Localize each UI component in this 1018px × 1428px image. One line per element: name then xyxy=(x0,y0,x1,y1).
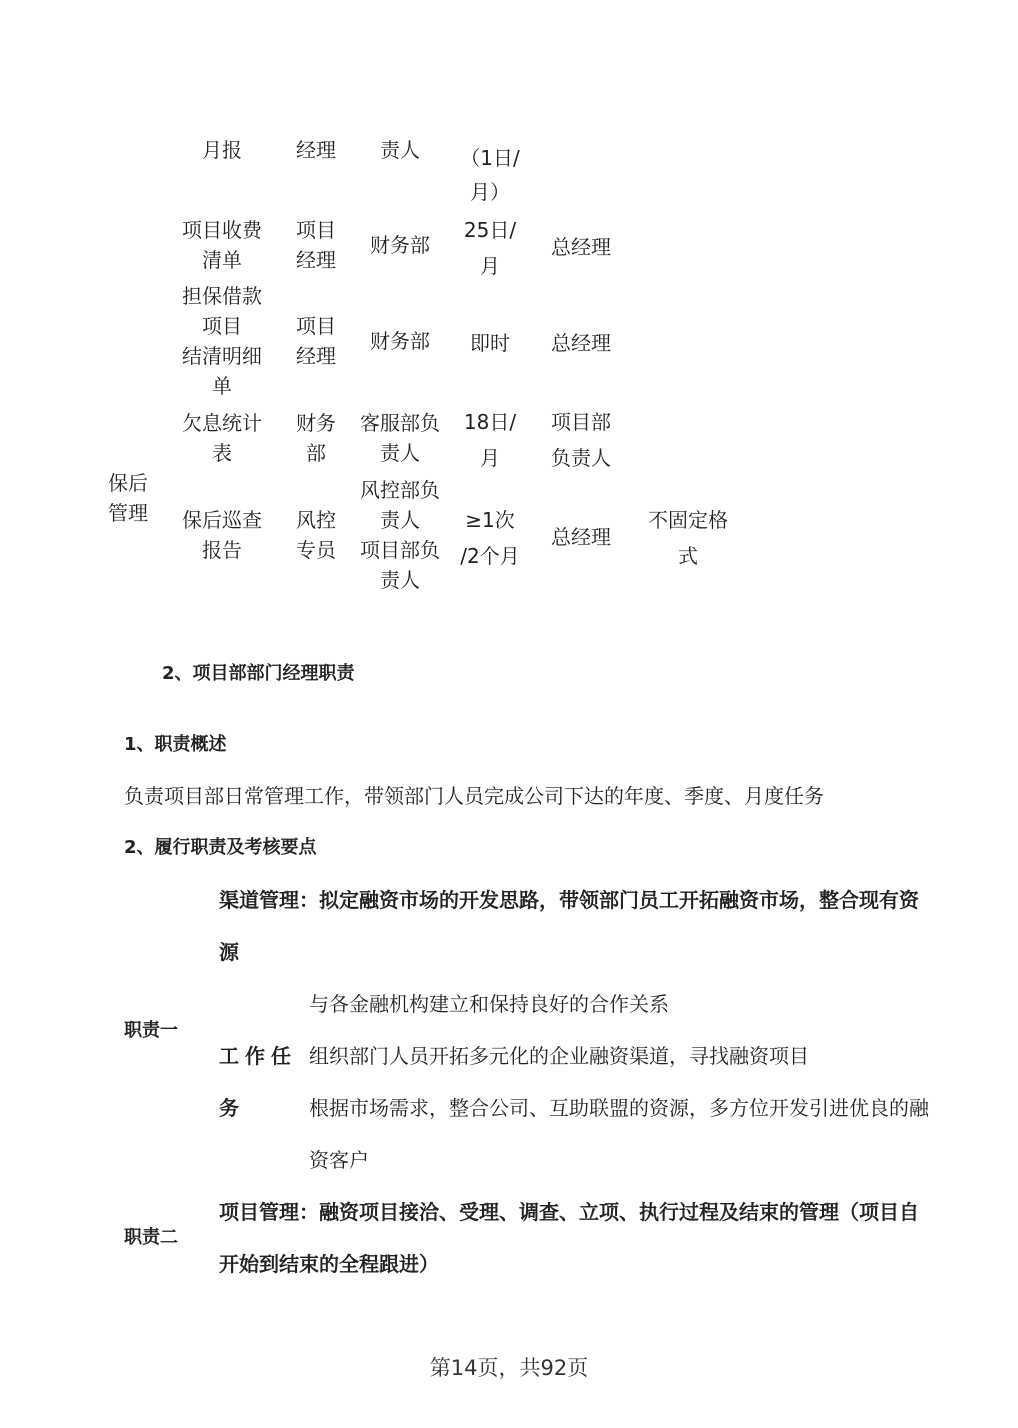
submit-cell: 客服部负 责人 xyxy=(360,411,440,465)
duty2-title: 项目管理：融资项目接洽、受理、调查、立项、执行过程及结束的管理（项目自 xyxy=(219,1200,919,1224)
maker-cell: 财务 部 xyxy=(296,411,336,465)
submit-cell: 财务部 xyxy=(370,233,430,257)
task-item: 资客户 xyxy=(309,1148,369,1172)
time-cell: 即时 xyxy=(470,331,510,355)
report-name-cell: 担保借款 项目 结清明细 单 xyxy=(182,284,262,398)
approver-cell: 总经理 xyxy=(551,525,611,549)
approver-cell: 项目部 负责人 xyxy=(551,410,611,470)
section-heading: 2、项目部部门经理职责 xyxy=(162,663,355,684)
submit-cell: 风控部负 责人 项目部负 责人 xyxy=(360,478,440,592)
submit-cell: 责人 xyxy=(380,138,420,162)
time-cell: （1日/ 月） xyxy=(460,146,520,204)
approver-cell: 总经理 xyxy=(551,331,611,355)
report-name-cell: 项目收费 清单 xyxy=(182,218,262,272)
page-number: 第14页，共92页 xyxy=(429,1356,589,1380)
maker-cell: 项目 经理 xyxy=(296,218,336,272)
report-name-cell: 月报 xyxy=(202,138,242,162)
task-item: 组织部门人员开拓多元化的企业融资渠道，寻找融资项目 xyxy=(309,1044,809,1068)
approver-cell: 总经理 xyxy=(551,235,611,259)
task-item: 与各金融机构建立和保持良好的合作关系 xyxy=(309,992,669,1016)
overview-heading: 1、职责概述 xyxy=(124,734,227,755)
report-name-cell: 欠息统计 表 xyxy=(182,411,262,465)
time-cell: 25日/ 月 xyxy=(463,218,517,278)
task-item: 根据市场需求，整合公司、互助联盟的资源，多方位开发引进优良的融 xyxy=(309,1096,929,1120)
duties-heading: 2、履行职责及考核要点 xyxy=(124,837,317,858)
submit-cell: 财务部 xyxy=(370,329,430,353)
table-category-cell: 保后 管理 xyxy=(108,471,148,525)
duty2-title-cont: 开始到结束的全程跟进） xyxy=(219,1252,439,1276)
report-name-cell: 保后巡查 报告 xyxy=(182,508,262,562)
task-label: 工作任 xyxy=(219,1044,297,1068)
maker-cell: 风控 专员 xyxy=(296,508,336,562)
duty2-label: 职责二 xyxy=(124,1227,178,1248)
time-cell: 18日/ 月 xyxy=(463,410,517,470)
maker-cell: 经理 xyxy=(296,138,336,162)
duty1-title-cont: 源 xyxy=(219,940,239,964)
time-cell: ≥1次 /2个月 xyxy=(460,508,520,568)
task-label-cont: 务 xyxy=(219,1096,239,1120)
duty1-label: 职责一 xyxy=(124,1020,178,1041)
note-cell: 不固定格 式 xyxy=(648,508,728,568)
duty1-title: 渠道管理：拟定融资市场的开发思路，带领部门员工开拓融资市场，整合现有资 xyxy=(219,888,919,912)
maker-cell: 项目 经理 xyxy=(296,314,336,368)
overview-text: 负责项目部日常管理工作，带领部门人员完成公司下达的年度、季度、月度任务 xyxy=(124,784,824,808)
